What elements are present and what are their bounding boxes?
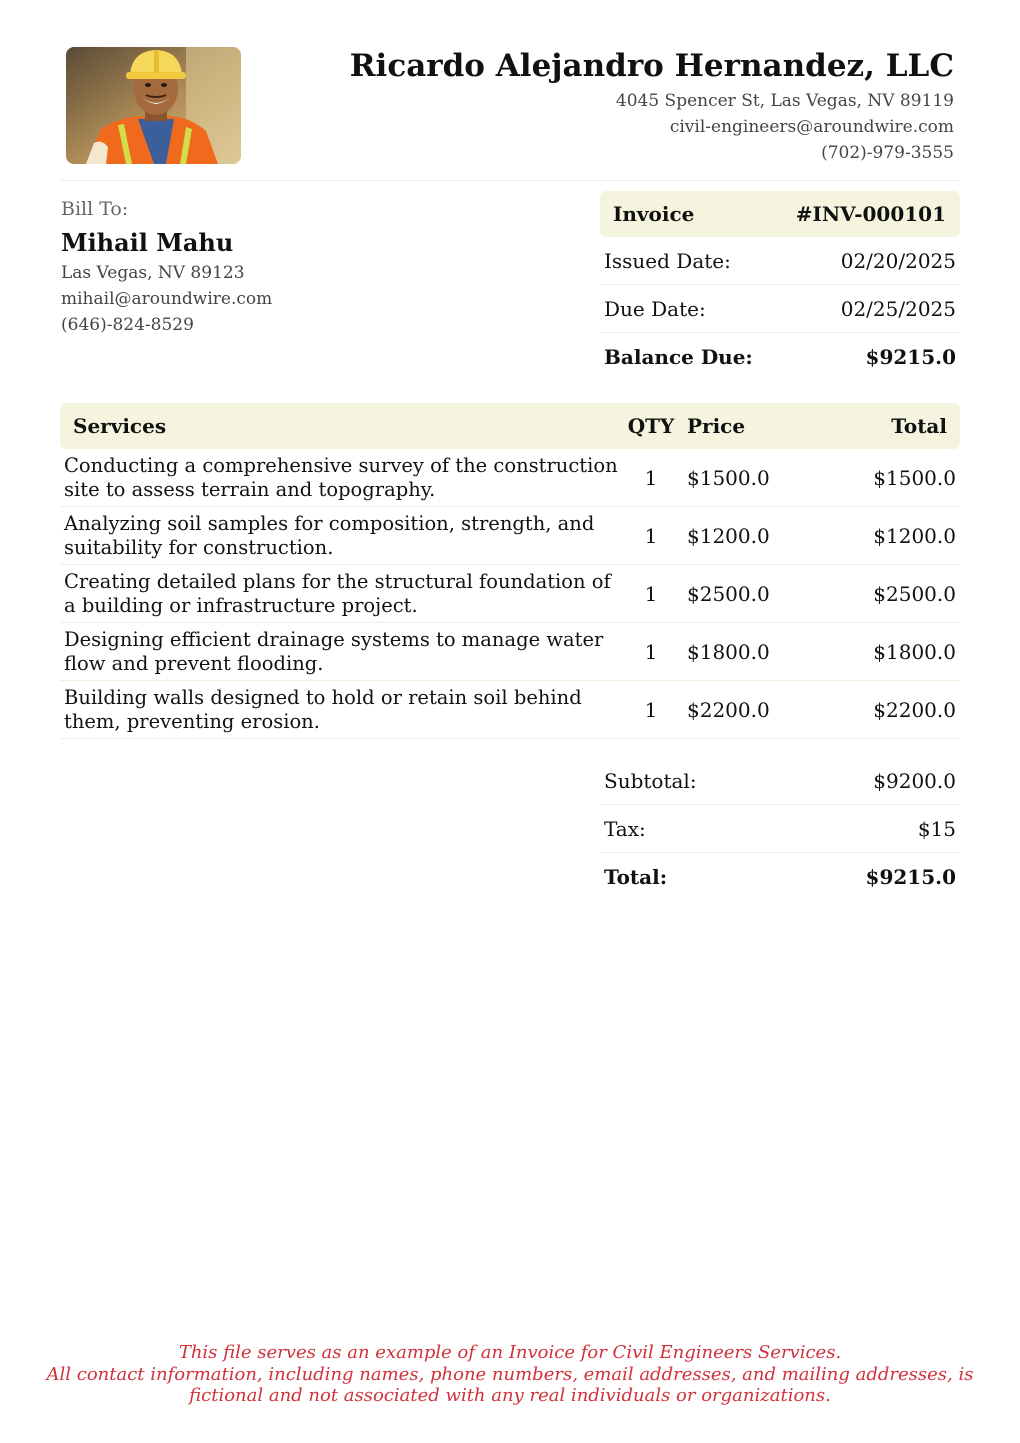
client-phone: (646)-824-8529 [61, 315, 194, 335]
table-row [60, 681, 960, 739]
service-total: $1500.0 [873, 465, 956, 490]
qty-column-header: QTY [627, 414, 675, 438]
client-address: Las Vegas, NV 89123 [61, 263, 245, 283]
disclaimer-line-1: This file serves as an example of an Invoice for Civil Engineers Services. [178, 1342, 842, 1363]
tax-label: Tax: [604, 816, 646, 841]
services-column-header: Services [73, 414, 167, 438]
service-total: $1800.0 [873, 639, 956, 664]
invoice-details [600, 191, 960, 380]
issued-date-label: Issued Date: [604, 248, 731, 273]
company-info [350, 46, 954, 166]
invoice-label: Invoice [613, 202, 695, 226]
due-date-value: 02/25/2025 [840, 296, 956, 321]
service-description: Creating detailed plans for the structural foundation of a building or infrastructure project. [64, 569, 611, 617]
table-row [60, 565, 960, 623]
service-description: Analyzing soil samples for composition, strength, and suitability for construction. [64, 511, 595, 559]
issued-date-value: 02/20/2025 [840, 248, 956, 273]
due-date-label: Due Date: [604, 296, 706, 321]
service-qty: 1 [644, 697, 658, 722]
totals-section [600, 757, 960, 900]
service-price: $2200.0 [687, 697, 770, 722]
service-total: $2500.0 [873, 581, 956, 606]
company-email[interactable]: civil-engineers@aroundwire.com [669, 117, 954, 137]
table-row [60, 449, 960, 507]
service-total: $2200.0 [873, 697, 956, 722]
service-price: $1800.0 [687, 639, 770, 664]
invoice-number-header [600, 191, 960, 237]
disclaimer-line-3: fictional and not associated with any real individuals or organizations. [189, 1385, 831, 1406]
service-qty: 1 [644, 581, 658, 606]
company-address: 4045 Spencer St, Las Vegas, NV 89119 [615, 91, 954, 111]
company-phone: (702)-979-3555 [821, 143, 954, 163]
service-price: $1500.0 [687, 465, 770, 490]
service-description: Designing efficient drainage systems to manage water flow and prevent flooding. [64, 627, 604, 675]
disclaimer-footer [0, 1342, 1020, 1407]
total-column-header: Total [891, 414, 947, 438]
total-label: Total: [604, 864, 668, 889]
service-price: $2500.0 [687, 581, 770, 606]
disclaimer-line-2: All contact information, including names, phone numbers, email addresses, and mailing addresses, is [46, 1363, 974, 1385]
issued-date-row [600, 237, 960, 285]
header-divider [60, 180, 960, 181]
balance-due-row [600, 333, 960, 380]
services-table-header [60, 403, 960, 449]
services-table [60, 403, 960, 739]
company-name: Ricardo Alejandro Hernandez, LLC [349, 48, 954, 84]
due-date-row [600, 285, 960, 333]
service-qty: 1 [644, 639, 658, 664]
subtotal-value: $9200.0 [873, 768, 956, 793]
price-column-header: Price [687, 414, 746, 438]
service-description: Building walls designed to hold or retain soil behind them, preventing erosion. [64, 685, 582, 733]
engineer-portrait-image [66, 47, 241, 164]
service-description: Conducting a comprehensive survey of the construction site to assess terrain and topography. [64, 453, 618, 501]
service-total: $1200.0 [873, 523, 956, 548]
bill-to-section [61, 196, 272, 338]
service-price: $1200.0 [687, 523, 770, 548]
client-name: Mihail Mahu [61, 228, 234, 257]
subtotal-row [600, 757, 960, 805]
total-value: $9215.0 [865, 864, 956, 889]
balance-due-value: $9215.0 [865, 344, 956, 369]
bill-to-label: Bill To: [61, 198, 129, 220]
engineer-portrait-icon [66, 47, 241, 164]
invoice-number: #INV-000101 [795, 202, 946, 226]
service-qty: 1 [644, 523, 658, 548]
service-qty: 1 [644, 465, 658, 490]
table-row [60, 623, 960, 681]
total-row [600, 853, 960, 900]
balance-due-label: Balance Due: [604, 344, 753, 369]
subtotal-label: Subtotal: [604, 768, 697, 793]
tax-row [600, 805, 960, 853]
tax-value: $15 [917, 816, 956, 841]
table-row [60, 507, 960, 565]
client-email[interactable]: mihail@aroundwire.com [61, 289, 273, 309]
